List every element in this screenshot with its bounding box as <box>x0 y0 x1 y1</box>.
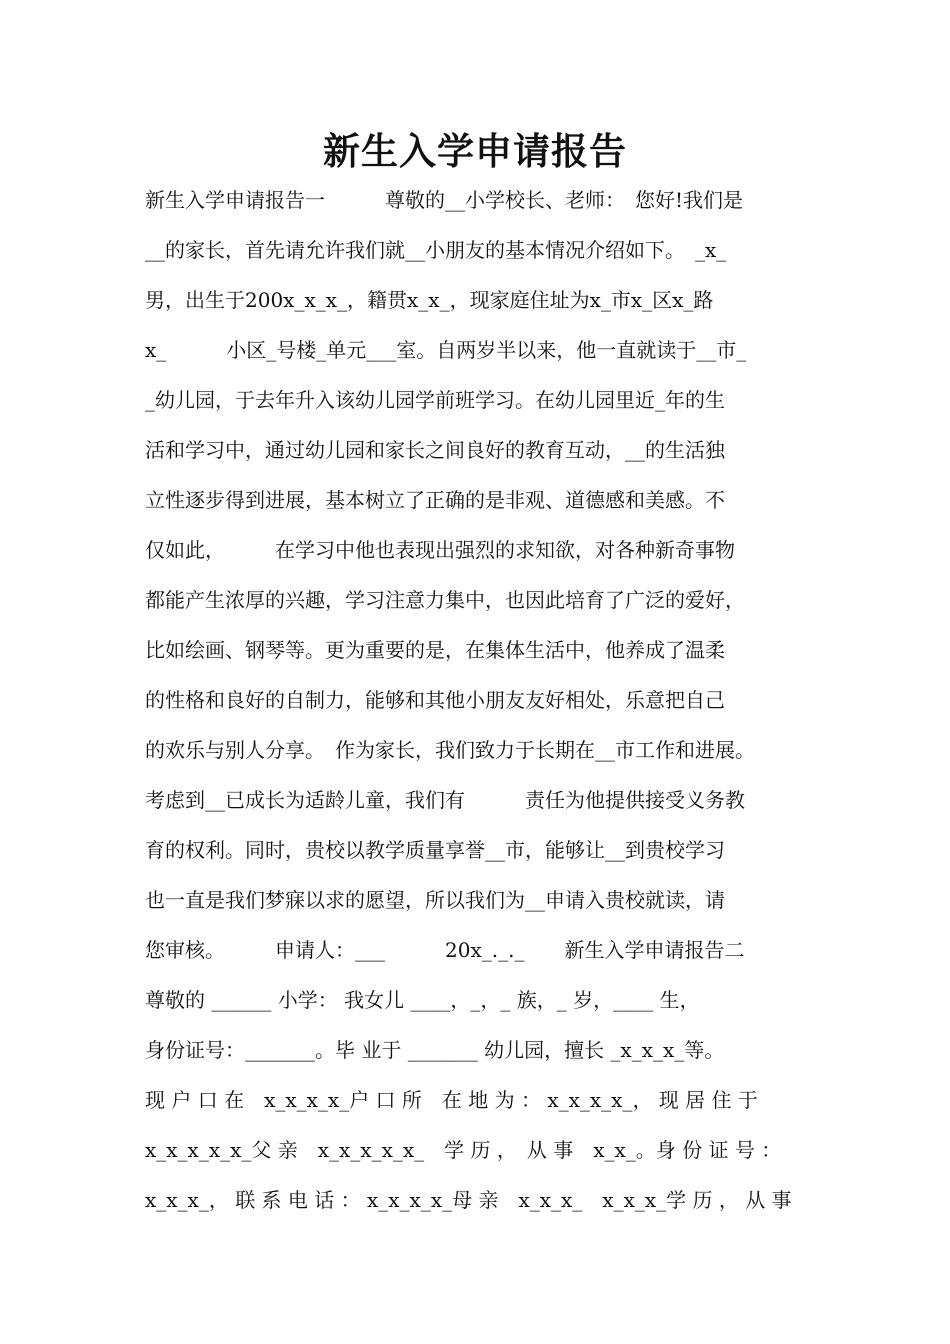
body-line: 育的权利。同时，贵校以教学质量享誉__市，能够让__到贵校学习 <box>145 838 725 862</box>
body-line: 都能产生浓厚的兴趣，学习注意力集中，也因此培育了广泛的爱好， <box>145 588 745 612</box>
body-line: x_ 小区_号楼_单元___室。自两岁半以来，他一直就读于__市_ <box>145 338 747 362</box>
body-line: _幼儿园，于去年升入该幼儿园学前班学习。在幼儿园里近_年的生 <box>145 388 725 412</box>
body-line: 现 户 口 在 x_x_x_x_户 口 所 在 地 为 ： x_x_x_x_， 现 居 住 于 <box>145 1088 758 1112</box>
body-line: 的欢乐与别人分享。 作为家长，我们致力于长期在__市工作和进展。 <box>145 738 755 762</box>
document-body <box>145 181 825 1231</box>
body-line: 的性格和良好的自制力，能够和其他小朋友友好相处，乐意把自己 <box>145 688 725 712</box>
body-line: 考虑到__已成长为适龄儿童，我们有 责任为他提供接受义务教 <box>145 788 745 812</box>
body-line: 男，出生于200x_x_x_，籍贯x_x_，现家庭住址为x_市x_区x_路 <box>145 288 714 312</box>
body-line: 仅如此， 在学习中他也表现出强烈的求知欲，对各种新奇事物 <box>145 538 735 562</box>
body-line: 您审核。 申请人：___ 20x_._._ 新生入学申请报告二 <box>145 938 745 962</box>
body-line: 尊敬的 ______ 小学： 我女儿 ____，_，_ 族，_ 岁，____ 生， <box>145 988 700 1012</box>
body-line: 新生入学申请报告一 尊敬的__小学校长、老师： 您好!我们是 <box>145 188 744 212</box>
body-line: 也一直是我们梦寐以求的愿望，所以我们为__申请入贵校就读，请 <box>145 888 725 912</box>
body-line: 身份证号：_______。毕 业于 _______ 幼儿园，擅长 _x_x_x_等。 <box>145 1038 725 1062</box>
document-title: 新生入学申请报告 <box>323 130 627 173</box>
body-line: __的家长，首先请允许我们就__小朋友的基本情况介绍如下。 _x_ <box>145 238 727 262</box>
body-line: x_x_x_， 联 系 电 话 ： x_x_x_x_母 亲 x_x_x_ x_x_x_学 历 ， 从 事 <box>145 1188 792 1212</box>
body-line: 立性逐步得到进展，基本树立了正确的是非观、道德感和美感。不 <box>145 488 725 512</box>
body-line: 活和学习中，通过幼儿园和家长之间良好的教育互动，__的生活独 <box>145 438 725 462</box>
body-line: x_x_x_x_x_父 亲 x_x_x_x_x_ 学 历 ， 从 事 x_x_。身 份 证 号 ： <box>145 1138 782 1162</box>
body-line: 比如绘画、钢琴等。更为重要的是，在集体生活中，他养成了温柔 <box>145 638 725 662</box>
